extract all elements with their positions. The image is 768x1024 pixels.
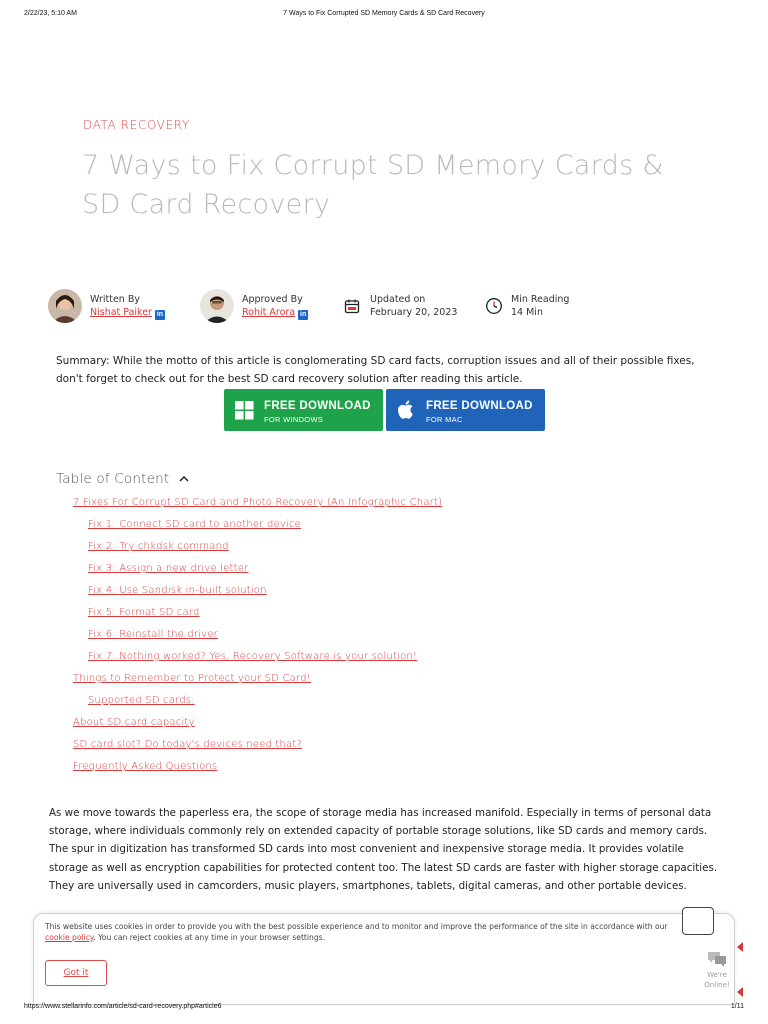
cookie-text-after: . You can reject cookies at any time in your browser settings. (93, 933, 326, 942)
download-mac-sublabel: FOR MAC (426, 415, 463, 424)
min-reading-label: Min Reading (511, 294, 570, 305)
toc-toggle[interactable] (56, 470, 189, 487)
print-page-number: 1/11 (730, 1003, 744, 1010)
toc-item-fix-1[interactable]: Fix 1: Connect SD card to another device (88, 519, 301, 530)
reading-time-text (511, 293, 569, 319)
article-title (82, 146, 722, 224)
updated-date: February 20, 2023 (370, 307, 458, 318)
cookie-policy-link[interactable]: cookie policy (45, 933, 94, 942)
chat-status-line-1: We're (707, 971, 727, 979)
approved-by-label: Approved By (242, 294, 303, 305)
cookie-close-button[interactable] (682, 907, 714, 935)
download-windows-sublabel: FOR WINDOWS (264, 415, 324, 424)
toc-item-supported-sd-cards[interactable]: Supported SD cards: (88, 695, 195, 706)
linkedin-icon[interactable]: in (156, 311, 164, 318)
cookie-banner (33, 913, 735, 1005)
side-arrow-left-icon[interactable] (737, 942, 743, 952)
download-mac-label: FREE DOWNLOAD (426, 400, 533, 412)
download-windows-label: FREE DOWNLOAD (264, 400, 371, 412)
toc-item-fix-2[interactable]: Fix 2: Try chkdsk command (88, 541, 229, 552)
download-mac-button[interactable] (386, 389, 545, 431)
toc-item-fix-5[interactable]: Fix 5: Format SD card (88, 607, 200, 618)
download-windows-button[interactable] (224, 389, 383, 431)
chat-bubble-icon (707, 950, 727, 968)
linkedin-icon[interactable]: in (300, 311, 307, 318)
calendar-icon (344, 298, 360, 314)
cookie-accept-button[interactable]: Got it (45, 960, 107, 986)
reading-time-block (485, 289, 625, 325)
updated-block (344, 289, 484, 325)
toc-item-protect-sd-card[interactable]: Things to Remember to Protect your SD Card! (73, 673, 311, 684)
author-name-link[interactable]: Nishat Paiker (90, 307, 152, 318)
chat-status-label (699, 970, 735, 990)
cookie-text-before: This website uses cookies in order to provide you with the best possible experience and to monitor and improve the performance of the site in accordance with our (45, 922, 668, 931)
approver-block (200, 289, 340, 325)
chevron-up-icon[interactable] (179, 470, 189, 486)
author-text (90, 293, 165, 320)
toc-item-fix-6[interactable]: Fix 6: Reinstall the driver (88, 629, 218, 640)
min-reading-value: 14 Min (511, 307, 543, 318)
print-footer (24, 1003, 744, 1013)
windows-icon (235, 401, 254, 420)
print-datetime: 2/22/23, 5:10 AM (24, 10, 77, 17)
print-document-title: 7 Ways to Fix Corrupted SD Memory Cards & SD Card Recovery (283, 10, 485, 17)
toc-item-fix-4[interactable]: Fix 4: Use Sandisk in-built solution (88, 585, 267, 596)
toc-item-fix-7[interactable]: Fix 7: Nothing worked? Yes, Recovery Software is your solution! (88, 651, 418, 662)
side-arrow-left-icon[interactable] (737, 987, 743, 997)
print-url: https://www.stellarinfo.com/article/sd-card-recovery.php#article6 (24, 1003, 222, 1010)
updated-text (370, 293, 457, 319)
clock-icon (485, 297, 503, 315)
approver-name-link[interactable]: Rohit Arora (242, 307, 296, 318)
author-avatar (48, 289, 82, 323)
cookie-message (45, 921, 685, 943)
approver-avatar (200, 289, 234, 323)
toc-item-fix-3[interactable]: Fix 3: Assign a new drive letter (88, 563, 249, 574)
live-chat-widget[interactable] (699, 950, 735, 992)
article-category-link[interactable]: DATA RECOVERY (83, 118, 190, 132)
toc-item-sd-card-slot[interactable]: SD card slot? Do today's devices need that? (73, 739, 303, 750)
article-title-line-1: 7 Ways to Fix Corrupt SD Memory Cards & (82, 150, 664, 181)
toc-heading-label: Table of Content (56, 471, 170, 487)
article-intro-paragraph: As we move towards the paperless era, the scope of storage media has increased manifold. Especially in terms of personal data storage, where individuals commonly rely on extended capacity of portable storage solutions, like SD cards and memory cards. The spur in digitization has transformed SD cards into most convenient and inexpensive storage media. It provides volatile storage as well as encryption capabilities for protected content too. The latest SD cards are faster with higher storage capacities. They are universally used in camcorders, music players, smartphones, tablets, digital cameras, and other portable devices. (49, 807, 718, 892)
written-by-label: Written By (90, 294, 140, 305)
author-block (48, 289, 188, 325)
approver-text (242, 293, 308, 320)
toc-item-infographic[interactable]: 7 Fixes For Corrupt SD Card and Photo Recovery (An Infographic Chart) (73, 497, 443, 508)
updated-label: Updated on (370, 294, 426, 305)
article-title-line-2: SD Card Recovery (82, 189, 331, 220)
toc-item-faq[interactable]: Frequently Asked Questions (73, 761, 218, 772)
print-header (24, 10, 744, 22)
apple-icon (397, 399, 416, 420)
article-meta (48, 289, 728, 325)
chat-status-line-2: Online! (704, 981, 730, 989)
article-summary: Summary: While the motto of this article is conglomerating SD card facts, corruption issues and all of their possible fixes, don't forget to check out for the best SD card recovery solution after reading this article. (56, 355, 695, 385)
toc-item-sd-card-capacity[interactable]: About SD card capacity (73, 717, 195, 728)
